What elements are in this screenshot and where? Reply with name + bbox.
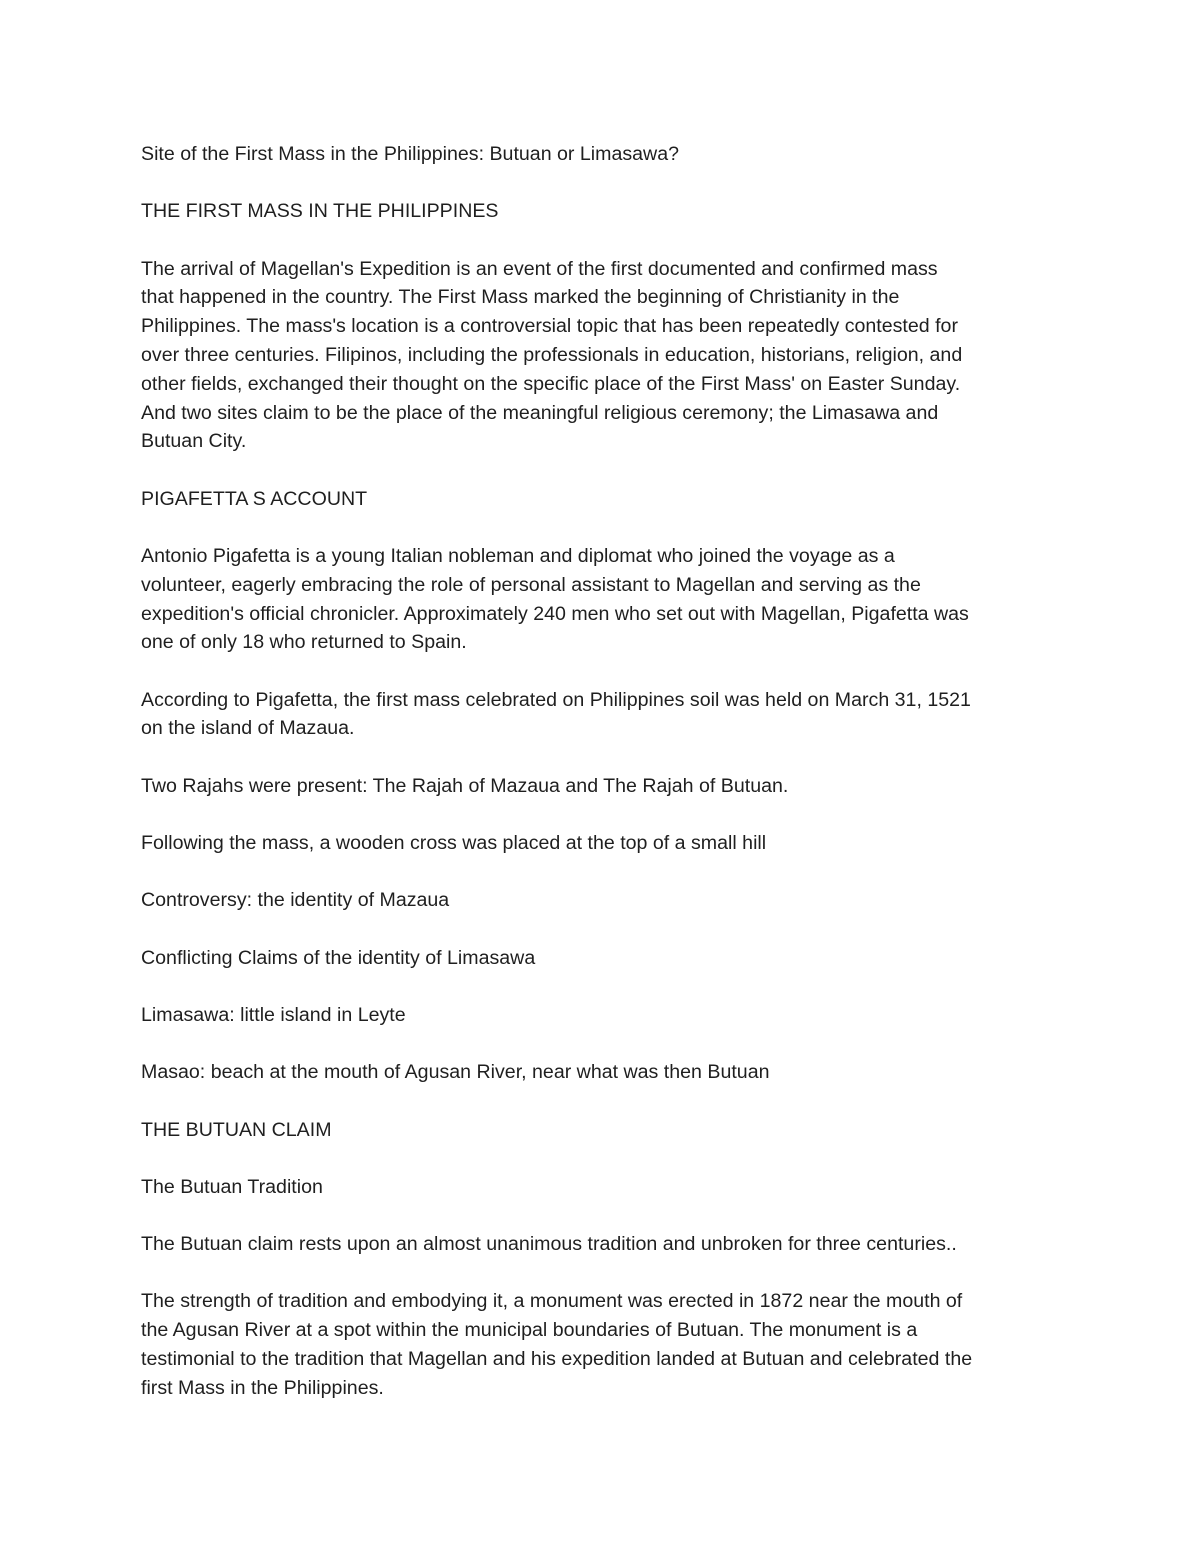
- according-paragraph: [141, 686, 1066, 744]
- masao-paragraph: Masao: beach at the mouth of Agusan River, near what was then Butuan: [141, 1061, 770, 1084]
- paragraph-line: first Mass in the Philippines.: [141, 1376, 384, 1399]
- cross-paragraph: Following the mass, a wooden cross was placed at the top of a small hill: [141, 832, 767, 855]
- paragraph-line: The strength of tradition and embodying it, a monument was erected in 1872 near the mouth of: [141, 1290, 963, 1313]
- paragraph-line: The arrival of Magellan's Expedition is an event of the first documented and confirmed mass: [141, 257, 938, 280]
- conflicting-paragraph: Conflicting Claims of the identity of Limasawa: [141, 946, 536, 969]
- limasawa-paragraph: Limasawa: little island in Leyte: [141, 1003, 406, 1026]
- controversy-paragraph: Controversy: the identity of Mazaua: [141, 889, 450, 912]
- paragraph-line: over three centuries. Filipinos, including the professionals in education, historians, religion, and: [141, 343, 963, 366]
- section-heading-butuan-claim: THE BUTUAN CLAIM: [141, 1118, 332, 1141]
- paragraph-line: Philippines. The mass's location is a controversial topic that has been repeatedly contested for: [141, 315, 958, 338]
- paragraph-line: And two sites claim to be the place of the meaningful religious ceremony; the Limasawa and: [141, 401, 939, 424]
- paragraph-line: the Agusan River at a spot within the municipal boundaries of Butuan. The monument is a: [141, 1319, 918, 1342]
- paragraph-line: Butuan City.: [141, 430, 247, 453]
- butuan-claim-paragraph: The Butuan claim rests upon an almost unanimous tradition and unbroken for three centuries..: [141, 1233, 957, 1256]
- section-heading-pigafetta: PIGAFETTA S ACCOUNT: [141, 487, 368, 510]
- paragraph-line: testimonial to the tradition that Magellan and his expedition landed at Butuan and celebrated the: [141, 1348, 973, 1371]
- paragraph-line: Antonio Pigafetta is a young Italian nobleman and diplomat who joined the voyage as a: [141, 544, 895, 567]
- document-title: Site of the First Mass in the Philippines: Butuan or Limasawa?: [141, 143, 680, 165]
- strength-paragraph: [141, 1287, 1066, 1402]
- paragraph-line: on the island of Mazaua.: [141, 717, 355, 740]
- paragraph-line: that happened in the country. The First Mass marked the beginning of Christianity in the: [141, 286, 900, 309]
- butuan-tradition-subheading: The Butuan Tradition: [141, 1175, 323, 1198]
- section-heading-first-mass: THE FIRST MASS IN THE PHILIPPINES: [141, 200, 499, 223]
- document-body: [141, 140, 1066, 1431]
- pigafetta-paragraph: [141, 542, 1066, 657]
- paragraph-line: other fields, exchanged their thought on the specific place of the First Mass' on Easter Sunday.: [141, 372, 961, 395]
- paragraph-line: expedition's official chronicler. Approximately 240 men who set out with Magellan, Pigafetta was: [141, 602, 969, 625]
- rajahs-paragraph: Two Rajahs were present: The Rajah of Mazaua and The Rajah of Butuan.: [141, 774, 789, 797]
- paragraph-line: volunteer, eagerly embracing the role of personal assistant to Magellan and serving as the: [141, 573, 921, 596]
- paragraph-line: According to Pigafetta, the first mass celebrated on Philippines soil was held on March 31, 1521: [141, 688, 971, 711]
- intro-paragraph: [141, 255, 1066, 457]
- paragraph-line: one of only 18 who returned to Spain.: [141, 631, 467, 654]
